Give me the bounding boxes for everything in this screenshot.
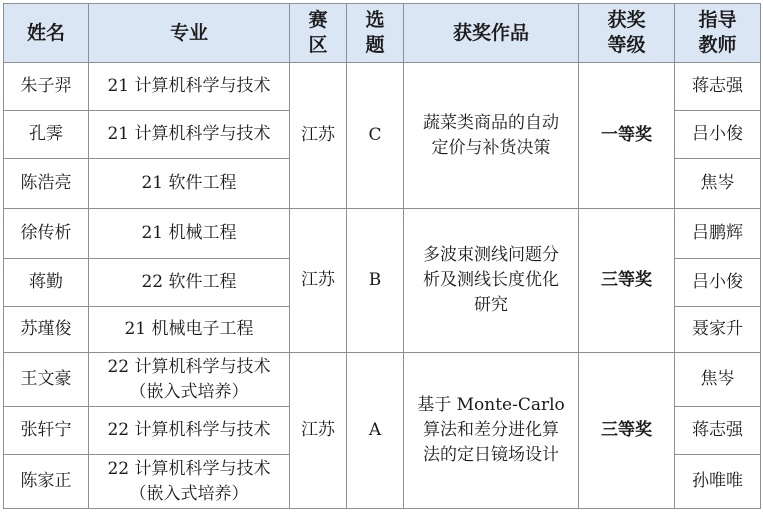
award-work-line1: 基于 Monte-Carlo xyxy=(417,395,565,415)
award-work-line2: 析及测线长度优化 xyxy=(423,270,559,290)
header-name: 姓名 xyxy=(4,4,89,63)
student-name: 蒋勤 xyxy=(4,259,89,307)
student-major-line2: （嵌入式培养） xyxy=(129,483,249,504)
award-work-line1: 多波束测线问题分 xyxy=(423,245,559,265)
header-row xyxy=(4,4,761,63)
table-row xyxy=(4,353,761,407)
student-major: 22 计算机科学与技术 xyxy=(89,407,290,455)
advisor-cell: 焦岑 xyxy=(675,159,761,209)
region-cell: 江苏 xyxy=(290,63,347,209)
student-name: 张轩宁 xyxy=(4,407,89,455)
student-name: 孔霁 xyxy=(4,111,89,159)
student-major-line1: 22 计算机科学与技术 xyxy=(107,458,271,479)
student-major: 21 机械工程 xyxy=(89,209,290,259)
student-major-line2: （嵌入式培养） xyxy=(129,381,249,402)
header-advisor xyxy=(675,4,761,63)
advisor-cell: 吕小俊 xyxy=(675,111,761,159)
table-row xyxy=(4,209,761,259)
header-advisor-line2: 教师 xyxy=(698,34,737,56)
award-work-line3: 法的定日镜场设计 xyxy=(423,445,559,465)
award-work-cell xyxy=(404,353,579,509)
header-level-line1: 获奖 xyxy=(607,9,646,31)
student-major: 21 机械电子工程 xyxy=(89,307,290,353)
problem-cell: A xyxy=(347,353,404,509)
award-work-line2: 算法和差分进化算 xyxy=(423,420,559,440)
header-problem-line1: 选 xyxy=(365,9,385,31)
awards-table xyxy=(3,3,761,509)
header-problem-line2: 题 xyxy=(365,34,385,56)
table-row xyxy=(4,63,761,111)
student-name: 徐传析 xyxy=(4,209,89,259)
advisor-cell: 焦岑 xyxy=(675,353,761,407)
header-level-line2: 等级 xyxy=(607,34,646,56)
award-work-cell xyxy=(404,209,579,353)
header-major: 专业 xyxy=(89,4,290,63)
header-advisor-line1: 指导 xyxy=(698,9,737,31)
header-level xyxy=(579,4,675,63)
region-cell: 江苏 xyxy=(290,353,347,509)
header-region-line1: 赛 xyxy=(308,9,328,31)
advisor-cell: 吕鹏辉 xyxy=(675,209,761,259)
advisor-cell: 蒋志强 xyxy=(675,407,761,455)
award-work-line2: 定价与补货决策 xyxy=(431,137,551,158)
region-cell: 江苏 xyxy=(290,209,347,353)
header-region-line2: 区 xyxy=(308,34,328,56)
student-major xyxy=(89,353,290,407)
student-name: 王文豪 xyxy=(4,353,89,407)
advisor-cell: 蒋志强 xyxy=(675,63,761,111)
award-level-cell: 一等奖 xyxy=(579,63,675,209)
student-major-line1: 22 计算机科学与技术 xyxy=(107,356,271,377)
student-name: 陈家正 xyxy=(4,455,89,509)
problem-cell: B xyxy=(347,209,404,353)
problem-cell: C xyxy=(347,63,404,209)
advisor-cell: 孙唯唯 xyxy=(675,455,761,509)
award-work-line1: 蔬菜类商品的自动 xyxy=(423,112,559,133)
header-work: 获奖作品 xyxy=(404,4,579,63)
student-name: 朱子羿 xyxy=(4,63,89,111)
student-major: 21 计算机科学与技术 xyxy=(89,111,290,159)
advisor-cell: 聂家升 xyxy=(675,307,761,353)
award-work-line3: 研究 xyxy=(474,295,508,315)
student-major: 21 软件工程 xyxy=(89,159,290,209)
award-level-cell: 三等奖 xyxy=(579,209,675,353)
student-name: 陈浩亮 xyxy=(4,159,89,209)
student-major xyxy=(89,455,290,509)
student-major: 21 计算机科学与技术 xyxy=(89,63,290,111)
award-level-cell: 三等奖 xyxy=(579,353,675,509)
header-problem xyxy=(347,4,404,63)
student-name: 苏瑾俊 xyxy=(4,307,89,353)
student-major: 22 软件工程 xyxy=(89,259,290,307)
header-region xyxy=(290,4,347,63)
advisor-cell: 吕小俊 xyxy=(675,259,761,307)
award-work-cell xyxy=(404,63,579,209)
